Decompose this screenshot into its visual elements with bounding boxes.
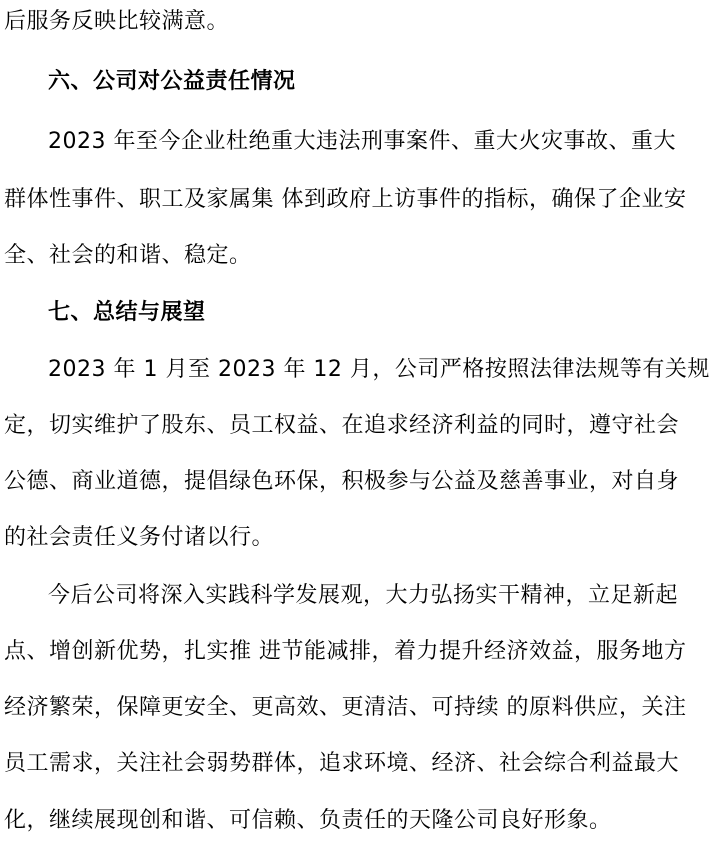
- paragraph-line: 化，继续展现创和谐、可信赖、负责任的天隆公司良好形象。: [4, 808, 612, 833]
- paragraph-line: 定，切实维护了股东、员工权益、在追求经济利益的同时，遵守社会: [4, 413, 680, 438]
- paragraph-line: 2023 年至今企业杜绝重大违法刑事案件、重大火灾事故、重大: [48, 129, 676, 154]
- paragraph-line: 后服务反映比较满意。: [4, 9, 230, 34]
- section-heading: 六、公司对公益责任情况: [48, 69, 296, 94]
- paragraph-line: 群体性事件、职工及家属集 体到政府上访事件的指标，确保了企业安: [4, 187, 687, 212]
- paragraph-line: 经济繁荣，保障更安全、更高效、更清洁、可持续 的原料供应，关注: [4, 695, 687, 720]
- paragraph-line: 2023 年 1 月至 2023 年 12 月，公司严格按照法律法规等有关规: [48, 357, 710, 382]
- paragraph-line: 点、增创新优势，扎实推 进节能减排，着力提升经济效益，服务地方: [4, 639, 687, 664]
- section-heading: 七、总结与展望: [48, 300, 206, 325]
- paragraph-line: 的社会责任义务付诸以行。: [4, 525, 275, 550]
- paragraph-line: 员工需求，关注社会弱势群体，追求环境、经济、社会综合利益最大: [4, 751, 680, 776]
- paragraph-line: 全、社会的和谐、稳定。: [4, 243, 252, 268]
- paragraph-line: 今后公司将深入实践科学发展观，大力弘扬实干精神，立足新起: [48, 583, 679, 608]
- paragraph-line: 公德、商业道德，提倡绿色环保，积极参与公益及慈善事业，对自身: [4, 469, 680, 494]
